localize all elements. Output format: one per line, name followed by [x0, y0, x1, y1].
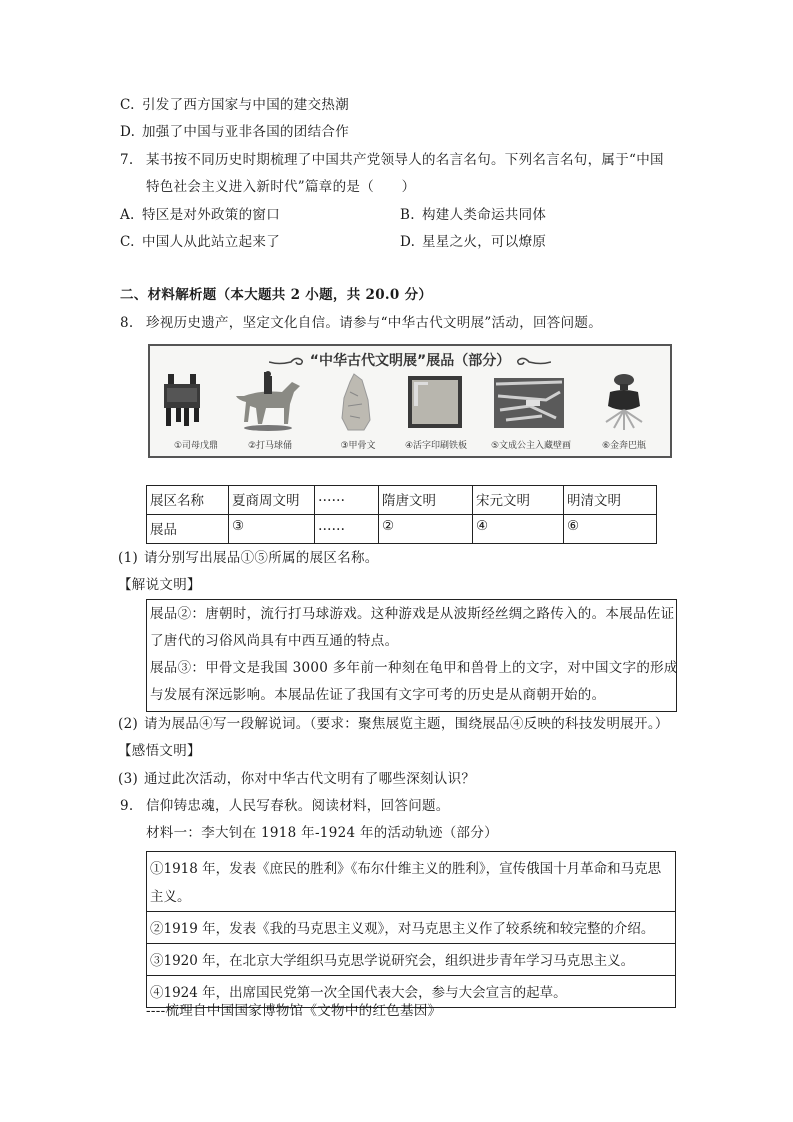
table-cell: ③ — [229, 515, 315, 544]
heading-score: 20.0 — [365, 287, 400, 303]
question-stem: 某书按不同历史时期梳理了中国共产党领导人的名言名句。下列名言名句，属于“中国 — [146, 152, 664, 168]
table-row — [147, 944, 676, 976]
option-label: C. — [120, 234, 135, 250]
option-text: 中国人从此站立起来了 — [142, 234, 280, 250]
explain-line: 了唐代的习俗风尚具有中西互通的特点。 — [150, 633, 399, 649]
option-label: D. — [400, 234, 416, 250]
q8-sub3 — [118, 770, 475, 788]
table-cell: 夏商周文明 — [229, 486, 315, 515]
table-cell: 宋元文明 — [473, 486, 564, 515]
q7-option-d — [400, 233, 546, 251]
table-cell: ② — [379, 515, 473, 544]
exhibit-caption: ②打马球俑 — [247, 441, 293, 451]
option-text: 星星之火，可以燎原 — [422, 234, 547, 250]
movable-type-plate-image — [396, 370, 476, 434]
ding-vessel-image — [156, 370, 236, 434]
exhibit-banner — [148, 344, 672, 458]
q7-stem-line1 — [120, 151, 664, 169]
table-cell: ⑥ — [564, 515, 657, 544]
material1-title: 材料一：李大钊在 1918 年-1924 年的活动轨迹（部分） — [146, 825, 498, 841]
q8-sub1 — [118, 549, 379, 567]
table-cell: 隋唐文明 — [379, 486, 473, 515]
sub-number: (1) — [118, 550, 139, 566]
option-label: D. — [120, 124, 136, 140]
exhibit-caption: ⑥金奔巴瓶 — [601, 441, 647, 451]
table-cell: ②1919 年，发表《我的马克思主义观》，对马克思主义作了较系统和较完整的介绍。 — [147, 912, 676, 944]
explanation-box — [146, 599, 677, 712]
material1-table — [146, 851, 676, 1008]
exhibit-item — [486, 370, 576, 456]
explain-line: 与发展有深远影响。本展品佐证了我国有文字可考的历史是从商朝开始的。 — [150, 687, 606, 703]
material1-source: ----梳理自中国国家博物馆《文物中的红色基因》 — [146, 1003, 442, 1019]
sub-text: 通过此次活动，你对中华古代文明有了哪些深刻认识？ — [144, 771, 476, 787]
question-stem: 珍视历史遗产，坚定文化自信。请参与“中华古代文明展”活动，回答问题。 — [146, 315, 603, 331]
oracle-bone-image — [318, 370, 398, 434]
table-cell: 展区名称 — [147, 486, 229, 515]
heading-count: 2 — [290, 287, 301, 303]
banner-title — [150, 350, 670, 370]
exhibit-item — [396, 370, 476, 456]
heading-prefix: 二、材料解析题（本大题共 — [120, 287, 291, 303]
section-heading — [120, 286, 432, 304]
q7-option-b — [400, 206, 546, 224]
explain-line: 展品③：甲骨文是我国 3000 多年前一种刻在龟甲和兽骨上的文字，对中国文字的形成 — [150, 660, 678, 676]
table-cell: 明清文明 — [564, 486, 657, 515]
q7-stem-line2: 特色社会主义进入新时代”篇章的是（ ） — [146, 179, 416, 195]
table-row — [147, 852, 676, 912]
table-cell: ①1918 年，发表《庶民的胜利》《布尔什维主义的胜利》，宣传俄国十月革命和马克思主义。 — [147, 852, 676, 912]
heading-mid: 小题，共 — [300, 287, 366, 303]
explain-heading: 【解说文明】 — [118, 577, 201, 593]
q7-option-c — [120, 233, 280, 251]
option-text: 构建人类命运共同体 — [422, 207, 547, 223]
table-row — [147, 515, 657, 544]
q8-stem — [120, 314, 602, 332]
table-cell: ④ — [473, 515, 564, 544]
option-text: 加强了中国与亚非各国的团结合作 — [142, 124, 349, 140]
question-number: 9. — [120, 798, 134, 814]
option-label: B. — [400, 207, 415, 223]
question-number: 7. — [120, 152, 134, 168]
exhibit-item — [318, 370, 398, 456]
sub-text: 请分别写出展品①⑤所属的展区名称。 — [144, 550, 379, 566]
banner-title-text: “中华古代文明展”展品（部分） — [309, 353, 511, 369]
polo-figurine-image — [230, 370, 310, 434]
exhibit-item — [230, 370, 310, 456]
exhibit-caption: ①司母戊鼎 — [173, 441, 219, 451]
exhibit-item — [584, 370, 664, 456]
table-cell: ③1920 年，在北京大学组织马克思学说研究会，组织进步青年学习马克思主义。 — [147, 944, 676, 976]
exhibit-caption: ④活字印刷铁板 — [404, 441, 468, 451]
option-label: A. — [120, 207, 135, 223]
option-text: 特区是对外政策的窗口 — [142, 207, 280, 223]
table-cell: …… — [315, 486, 379, 515]
golden-urn-image — [584, 370, 664, 434]
option-label: C. — [120, 97, 135, 113]
cloud-ornament-icon — [515, 356, 551, 366]
q6-option-d — [120, 123, 349, 141]
q8-sub2 — [118, 715, 669, 733]
question-stem: 信仰铸忠魂，人民写春秋。阅读材料，回答问题。 — [146, 798, 450, 814]
sub-number: (3) — [118, 771, 139, 787]
table-cell: 展品 — [147, 515, 229, 544]
q9-stem — [120, 797, 450, 815]
feel-heading: 【感悟文明】 — [118, 743, 201, 759]
table-cell: ④1924 年，出席国民党第一次全国代表大会，参与大会宣言的起草。 — [147, 976, 676, 1008]
table-row — [147, 912, 676, 944]
q6-option-c — [120, 96, 349, 114]
table-row — [147, 486, 657, 515]
exhibit-caption: ⑤文成公主入藏壁画 — [490, 441, 572, 451]
cloud-ornament-icon — [269, 356, 305, 366]
q7-option-a — [120, 206, 280, 224]
heading-suffix: 分） — [399, 287, 433, 303]
option-text: 引发了西方国家与中国的建交热潮 — [142, 97, 349, 113]
exhibition-zone-table — [146, 485, 657, 544]
sub-text: 请为展品④写一段解说词。（要求：聚焦展览主题，围绕展品④反映的科技发明展开。） — [144, 716, 669, 732]
explain-line: 展品②：唐朝时，流行打马球游戏。这种游戏是从波斯经丝绸之路传入的。本展品佐证 — [150, 606, 675, 622]
exhibit-caption: ③甲骨文 — [340, 441, 376, 451]
question-number: 8. — [120, 315, 134, 331]
table-cell: …… — [315, 515, 379, 544]
sub-number: (2) — [118, 716, 139, 732]
mural-image — [486, 370, 576, 434]
